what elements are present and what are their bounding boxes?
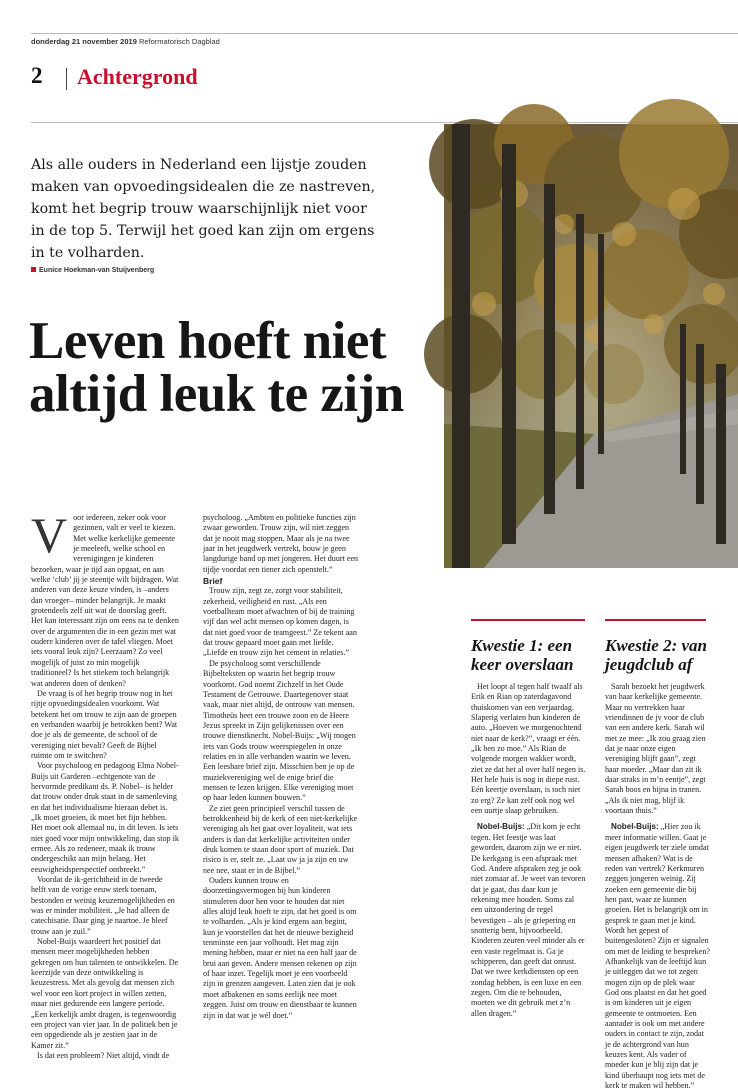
article-column-1	[31, 507, 179, 1060]
answer-text: „Hier zou ik meer informatie willen. Gaat je eigen jeugdwerk ter ziele omdat mensen afhaken? Wat is de reden van vertrek? Kerkmuren zeggen jongeren weinig. Zij zoeken een gemeente die bij hen past, waar ze kunnen groeien. Het is belangrijk om in gesprek te gaan met je kind. Wordt het gepest of buitengesloten? Zijn er signalen om met de leiding te bespreken? Afhankelijk van de leeftijd kun je uitleggen dat we tot zegen mogen zijn op de plek waar God ons plaatst en dat het goed is om kinderen uit je eigen gemeente te ontmoeten. Een aanrader is ook om met andere ouders in contact te zijn, zodat je de achtergrond van hun keuzes kent. Als vader of moeder kun je blij zijn dat je kind überhaupt nog iets met de kerk te maken wil hebben.”	[605, 822, 710, 1091]
kwestie-2-title: Kwestie 2: van jeugdclub af	[605, 636, 707, 674]
article-paragraph: De psycholoog somt verschillende Bijbelteksten op waarin het begrip trouw voorkomt. God noemt Zichzelf in het Oude Testament de Getrouwe. Daartegenover staat vaak, maar niet altijd, de ontrouw van mensen. Timotheüs heet een trouwe zoon en de Heere Jezus spreekt in Zijn gelijkenissen over een trouwe dienstknecht. Nobel-Buijs: „Wij mogen iets van Gods trouw weerspiegelen in onze relaties en in alle verbanden waarin we leven. Een leesbare brief zijn. Misschien ben je op de muziekvereniging wel de enige brief die mensen te lezen krijgen. Elke vereniging moet op haar leden kunnen bouwen.”	[203, 658, 356, 803]
kwestie-2-rule	[605, 619, 706, 621]
article-paragraph: Nobel-Buijs waardeert het positief dat mensen meer mogelijkheden hebben gekregen om hun talenten te ontwikkelen. De keerzijde van deze ontwikkeling is keuzestress. Met als gevolg dat mensen zich wel voor een kort project in willen zetten, maar niet gedurende een langere periode. „Een kerkelijk ambt dragen, is tegenwoordig een project van vier jaar. In de politiek ben je een opgediende als je zestien jaar in de Kamer zit.”	[31, 937, 179, 1050]
newspaper-name: Reformatorisch Dagblad	[138, 37, 220, 46]
article-paragraph: De vraag is of het begrip trouw nog in het rijtje opvoedingsidealen voorkomt. Wat betekent het om trouw te zijn aan de groepen en verbanden waarbij je betrokken bent? Wat doe je als de gemeente, de school of de vereniging niet bevalt? Geeft de Bijbel ruimte om te switchen?	[31, 688, 178, 760]
headline: Leven hoeft niet altijd leuk te zijn	[29, 312, 404, 423]
article-paragraph: Ze ziet geen principieel verschil tussen de betrokkenheid bij de kerk of een niet-kerkelijke vereniging als het gaat over loyaliteit, wat iets anders is dan dat kerkelijke activiteiten onder druk komen te staan door sport of muziek. Dat risico is er, stelt ze. „Laat uw ja ja zijn en uw nee nee, staat er in de Bijbel.”	[203, 803, 358, 875]
author-name: Eunice Hoekman-van Stuijvenberg	[39, 267, 155, 274]
dateline	[31, 37, 220, 46]
drop-cap: V	[31, 507, 68, 563]
section-divider	[66, 68, 67, 90]
answer-text: „Dit kom je echt tegen. Het feestje was laat geworden, daarom zijn we er niet. De kerkgang is een afspraak met God. Andere afspraken zeg je ook niet zomaar af. Je weet van tevoren dat je gaat, dus daar kun je rekening mee houden. Soms zal een uitzondering de regel bevestigen – als je griepering en snotterig bent, bijvoorbeeld. Kinderen zeuren veel minder als er een vaste regelmaat is. Ga je schipperen, dan geeft dat onrust. Dat we twee kerkdiensten op een zondag hebben, is een luxe en een zegen. Om die te behouden, moeten we dit gebruik met z’n allen dragen.”	[471, 822, 586, 1018]
kwestie-paragraph: Het loopt al tegen half twaalf als Erik en Rian op zaterdagavond thuiskomen van een verjaardag. Slaperig verlaten hun kinderen de auto. „Hoeven we morgenochtend niet naar de kerk?”, vraagt er één. „Ik ben zo moe.” Als Rian de volgende morgen wakker wordt, ziet ze dat het al over half negen is. Het hele huis is nog in diepe rust. Eén keertje overslaan, is toch niet zo erg? Ze kan zelf ook nog wel een uurtje slaap gebruiken.	[471, 682, 586, 816]
top-rule	[31, 33, 738, 34]
byline	[31, 267, 154, 274]
article-paragraph: psycholoog. „Ambten en politieke functies zijn zwaar geworden. Trouw zijn, wil niet zeggen dat je nooit mag stoppen. Maar als je na twee jaar in het jeugdwerk vertrekt, bouw je geen langdurige band op met jongeren. Het duurt een tijdje voordat een tiener zich openstelt.”	[203, 513, 359, 574]
kwestie-answer	[605, 822, 710, 1091]
kwestie-1-body	[471, 682, 586, 1062]
article-paragraph: Is dat een probleem? Niet altijd, vindt de	[37, 1050, 170, 1060]
kwestie-2-body	[605, 682, 710, 1091]
intro-text: Als alle ouders in Nederland een lijstje zouden maken van opvoedingsidealen die ze nastreven, komt het begrip trouw waarschijnlijk niet voor in de top 5. Terwijl het goed kan zijn om ergens in te volharden.	[31, 157, 376, 261]
section-title: Achtergrond	[77, 64, 198, 89]
issue-date: donderdag 21 november 2019	[31, 37, 137, 46]
answer-lead: Nobel-Buijs:	[477, 822, 525, 832]
kwestie-1-title: Kwestie 1: een keer overslaan	[471, 636, 574, 674]
article-paragraph: Voordat de ik-gerichtheid in de tweede helft van de vorige eeuw sterk toenam, bestonden er weinig keuzemogelijkheden en was er minder mobiliteit. „Je had alleen de catechisatie. Daar ging je naartoe. Je bleef trouw aan je zuil.”	[31, 875, 175, 936]
kwestie-paragraph: Sarah bezoekt het jeugdwerk van haar kerkelijke gemeente. Maar nu vertrekken haar vriendinnen de jv voor de club van een andere kerk. Sarah wil met ze mee: „Ik zou graag zien dat je naar onze eigen vereniging blijft gaan”, zegt haar moeder. „Maar dan zit ik daar straks in m’n eentje”, zegt Sarah boos en bijna in tranen. „Als ik niet mag, blijf ik voortaan thuis.”	[605, 682, 706, 816]
article-paragraph: Voor psycholoog en pedagoog Elma Nobel-Buijs uit Garderen –echtgenote van de hervormde predikant ds. P. Nobel– is helder dat trouw onder druk staat in de samenleving en dat het individualisme hieraan debet is. „Ik moet groeien, ik moet het fijn hebben. Het moet ook allemaal nu, in dit leven. Is iets niet goed voor mijn ontwikkeling, dan stop ik ermee. Als zo redeneer, maak ik trouw ondergeschikt aan mijn belang. Het eeuwigheidsperspectief ontbreekt.”	[31, 761, 179, 874]
article-paragraph: Trouw zijn, zegt ze, zorgt voor stabiliteit, zekerheid, veiligheid en rust. „Als een voetballteam moet afwachten of bij de training vijf dan wel acht mensen op komen dagen, is dat niet goed voor de teamgeest.” Ze tekent aan dat trouw gepaard moet gaan met liefde. „Liefde en trouw zijn het cement in relaties.”	[203, 586, 357, 658]
article-paragraph	[31, 507, 179, 689]
kwestie-1-rule	[471, 619, 585, 621]
article-opening: oor iedereen, zeker ook voor gezinnen, valt er veel te kiezen. Met welke kerkelijke gemeente je meeleeft, welke school en verenigingen je kinderen bezoeken, waar je tijd aan opgaat, en aan welke ‘club’ jij je steentje wilt bijdragen. Wat anderen van deze keuze vinden, is –anders dan vroeger– minder belangrijk. Je maakt grotendeels zelf uit wat de doorslag geeft. Het kan interessant zijn om eens na te denken over de argumenten die in een gezin met wat oudere kinderen over de tafel vliegen. Moet iets vooral leuk zijn? Leerzaam? Zo veel mogelijk of juist zo min mogelijk traditioneel? Is het stiekem toch belangrijk wat anderen doen of denken?	[31, 513, 179, 688]
subheading: Brief	[203, 576, 223, 587]
page-number: 2	[31, 63, 43, 88]
article-paragraph: Ouders kunnen trouw en doorzettingsvermogen bij hun kinderen stimuleren door hen voor te houden dat niet alles altijd leuk hoeft te zijn, dat het goed is om te volharden. „Als je kind ergens aan begint, kun je voorstellen dat het de nieuwe bezigheid tenminste een jaar volhoudt. Het mag zijn mening hebben, maar er niet na een half jaar de brui aan geven. Andere mensen rekenen op zijn of haar inzet. Tegelijk moet je een voorbeeld zijn in grenzen aangeven. Laten zien dat je ook moet afbakenen en soms eerlijk nee moet zeggen. Juist om trouw en dienstbaar te kunnen zijn in dat wat je wél doet.”	[203, 876, 357, 1020]
byline-marker-icon	[31, 267, 36, 272]
answer-lead: Nobel-Buijs:	[611, 822, 659, 832]
kwestie-answer	[471, 822, 586, 1019]
article-photo	[444, 124, 738, 568]
article-column-2	[203, 513, 360, 1058]
